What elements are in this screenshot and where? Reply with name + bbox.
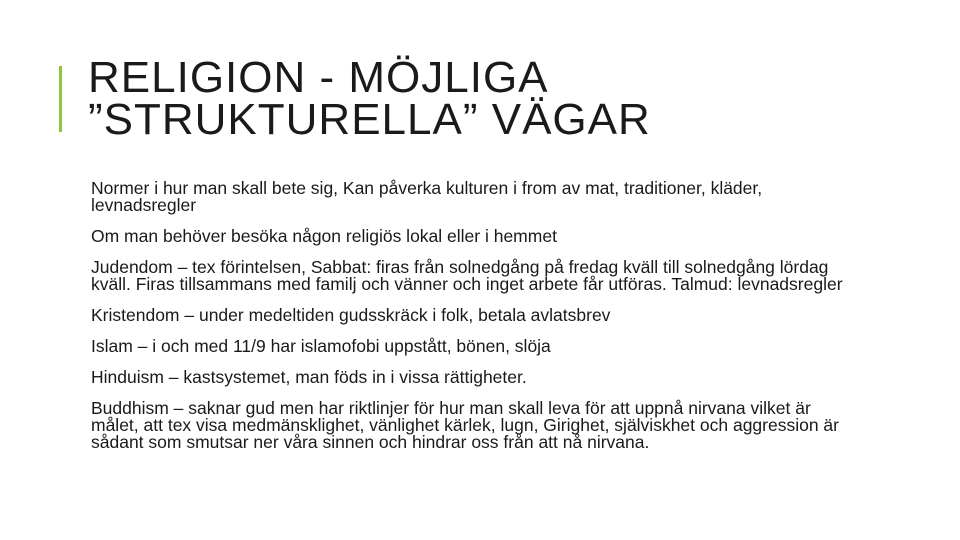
slide-body: [91, 180, 861, 451]
body-paragraph-hinduism: Hinduism – kastsystemet, man föds in i vissa rättigheter.: [91, 367, 527, 387]
body-paragraph-christianity: Kristendom – under medeltiden gudsskräck i folk, betala avlatsbrev: [91, 305, 611, 325]
body-paragraph-religious-venue: Om man behöver besöka någon religiös lokal eller i hemmet: [91, 226, 557, 246]
body-paragraph-islam: Islam – i och med 11/9 har islamofobi uppstått, bönen, slöja: [91, 336, 551, 356]
slide-title: [88, 53, 848, 144]
slide-title-line-1: RELIGION - MÖJLIGA: [88, 53, 549, 102]
body-paragraph-judaism: Judendom – tex förintelsen, Sabbat: firas från solnedgång på fredag kväll till solnedgång lördag kväll. Firas tillsammans med familj och vänner och inget arbete får utföras. Talmud: levnadsregler: [91, 257, 843, 294]
title-accent-bar: [59, 66, 62, 132]
body-paragraph-norms: Normer i hur man skall bete sig, Kan påverka kulturen i from av mat, traditioner, kläder, levnadsregler: [91, 178, 763, 215]
body-paragraph-buddhism: Buddhism – saknar gud men har riktlinjer för hur man skall leva för att uppnå nirvana vilket är målet, att tex visa medmänsklighet, vänlighet kärlek, lugn, Girighet, själviskhet och aggression är sådant som smutsar ner våra sinnen och hindrar oss från att nå nirvana.: [91, 398, 839, 452]
slide-title-line-2: ”STRUKTURELLA” VÄGAR: [88, 95, 651, 144]
